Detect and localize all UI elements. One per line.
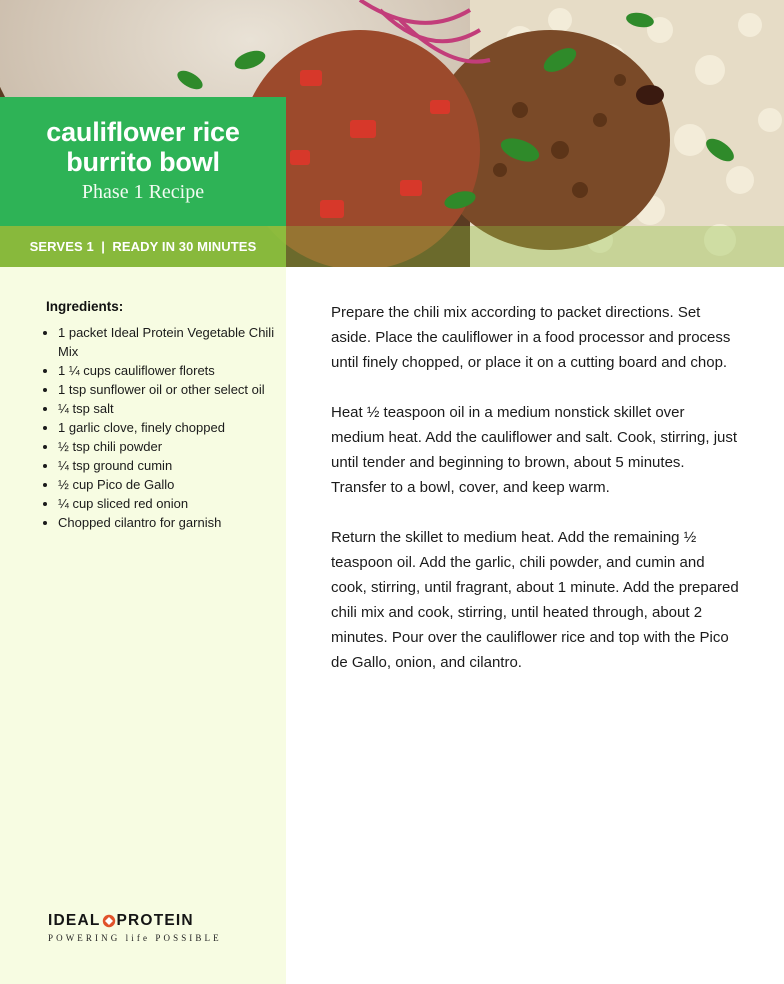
instruction-paragraph: Heat ½ teaspoon oil in a medium nonstick skillet over medium heat. Add the cauliflower and salt. Cook, stirring, just until tender and beginning to brown, about 5 minutes. Transfer to a bowl, cover, and keep warm. xyxy=(331,404,738,496)
ingredient-item: • ¼ cup sliced red onion xyxy=(58,494,288,513)
ingredient-item: • ½ tsp chili powder xyxy=(58,437,288,456)
serves-ready-bar xyxy=(0,226,286,267)
logo-wordmark xyxy=(48,912,248,930)
instruction-paragraph: Prepare the chili mix according to packet directions. Set aside. Place the cauliflower in a food processor and process until finely chopped, or place it on a cutting board and chop. xyxy=(331,304,731,371)
recipe-title-line-2: burrito bowl xyxy=(66,147,220,177)
serves-ready-text: SERVES 1 | READY IN 30 MINUTES xyxy=(29,239,257,254)
ingredient-item: • ¼ tsp ground cumin xyxy=(58,456,288,475)
logo-mark-icon xyxy=(102,914,116,928)
ingredient-item: • ½ cup Pico de Gallo xyxy=(58,475,288,494)
ingredient-item: • Chopped cilantro for garnish xyxy=(58,513,288,532)
instructions-section xyxy=(331,300,741,700)
ingredient-item: • ¼ tsp salt xyxy=(58,399,288,418)
recipe-subtitle: Phase 1 Recipe xyxy=(81,181,205,203)
logo-word-protein: PROTEIN xyxy=(116,912,194,929)
ingredients-heading: Ingredients: xyxy=(46,299,124,314)
instruction-paragraph: Return the skillet to medium heat. Add the remaining ½ teaspoon oil. Add the garlic, chili powder, and cumin and cook, stirring, until fragrant, about 1 minute. Add the prepared chili mix and cook, stirring, until heated through, about 2 minutes. Pour over the cauliflower rice and top with the Pico de Gallo, onion, and cilantro. xyxy=(331,529,739,671)
ingredients-list xyxy=(44,323,288,532)
ingredient-item: • 1 tsp sunflower oil or other select oil xyxy=(58,380,288,399)
ingredient-item: • 1 garlic clove, finely chopped xyxy=(58,418,288,437)
ideal-protein-logo xyxy=(48,912,248,943)
recipe-title-line-1: cauliflower rice xyxy=(46,117,240,147)
logo-tagline: POWERING life POSSIBLE xyxy=(48,933,222,943)
ingredient-item: • 1 packet Ideal Protein Vegetable Chili Mix xyxy=(58,323,288,361)
recipe-title-panel xyxy=(0,97,286,226)
logo-word-ideal: IDEAL xyxy=(48,912,101,929)
photo-green-strip xyxy=(286,226,784,267)
ingredient-item: • 1 ¼ cups cauliflower florets xyxy=(58,361,288,380)
ingredients-sidebar xyxy=(0,267,286,984)
